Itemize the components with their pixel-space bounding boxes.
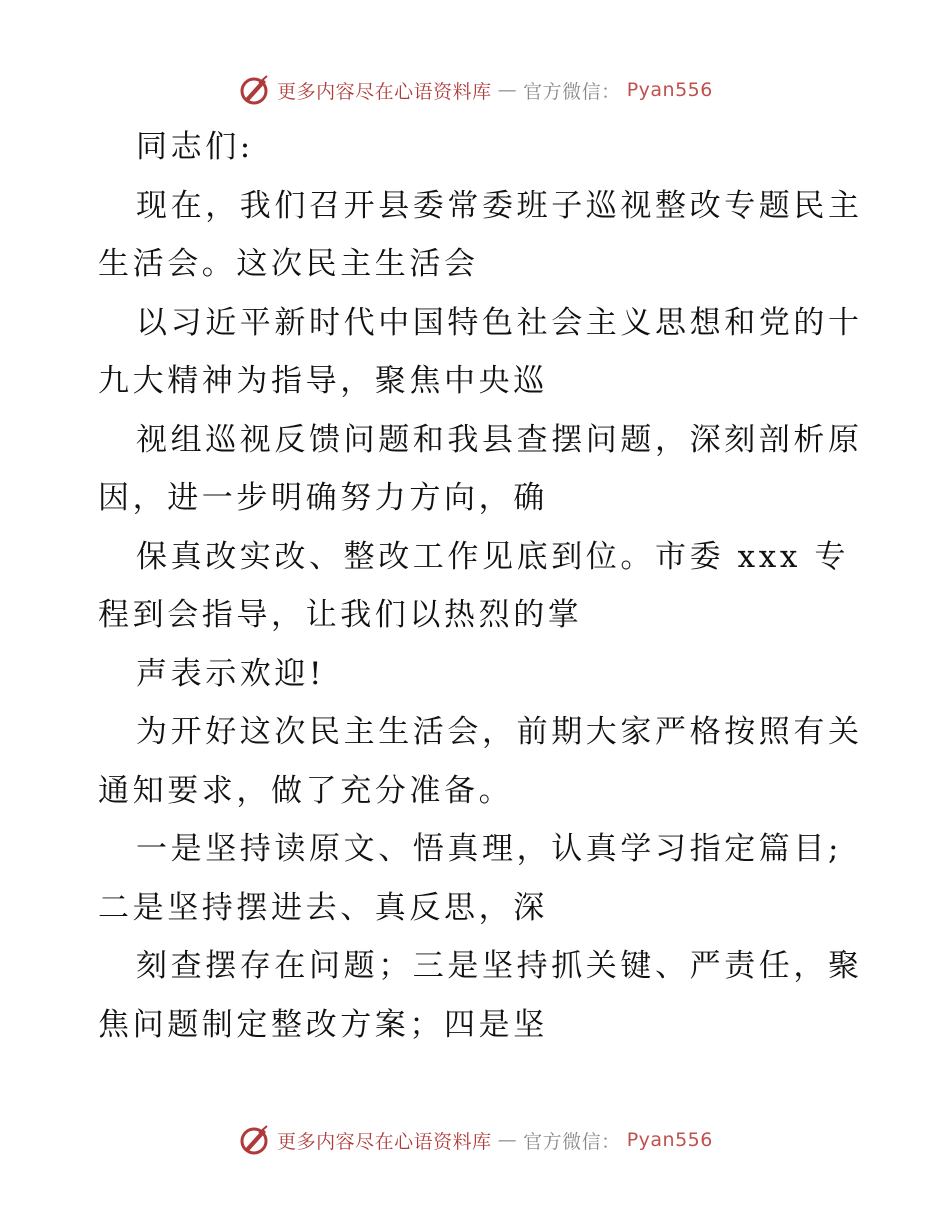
paragraph-line: 程到会指导，让我们以热烈的掌 <box>98 597 583 633</box>
paragraph-line: 因，进一步明确努力方向，确 <box>98 480 548 516</box>
watermark-account-id: Pyan556 <box>626 79 713 101</box>
watermark-account-label: 官方微信： <box>523 1130 621 1153</box>
pen-logo-icon <box>237 1123 271 1157</box>
watermark-brand-text: 更多内容尽在心语资料库 <box>277 80 492 103</box>
salutation: 同志们: <box>136 129 254 165</box>
watermark-brand-text: 更多内容尽在心语资料库 <box>277 1130 492 1153</box>
paragraph-line: 现在，我们召开县委常委班子巡视整改专题民主 <box>136 187 863 224</box>
watermark-separator: — <box>497 1129 518 1151</box>
watermark-account-id: Pyan556 <box>626 1129 713 1151</box>
paragraph-line: 通知要求，做了充分准备。 <box>98 772 514 809</box>
paragraph-line: 生活会。这次民主生活会 <box>98 246 479 282</box>
paragraph-line: 声表示欢迎! <box>136 655 326 692</box>
document-body <box>98 118 863 1054</box>
paragraph-line: 为开好这次民主生活会，前期大家严格按照有关 <box>136 714 863 750</box>
paragraph-line: 视组巡视反馈问题和我县查摆问题，深刻剖析原 <box>136 421 863 458</box>
watermark-separator: — <box>497 79 518 101</box>
paragraph-line: 以习近平新时代中国特色社会主义思想和党的十 <box>136 304 863 341</box>
paragraph-line: 刻查摆存在问题；三是坚持抓关键、严责任，聚 <box>136 948 863 984</box>
paragraph-line: 保真改实改、整改工作见底到位。市委 xxx 专 <box>136 538 849 575</box>
header-watermark <box>0 70 950 110</box>
pen-logo-icon <box>237 73 271 107</box>
paragraph-line: 九大精神为指导，聚焦中央巡 <box>98 363 548 399</box>
paragraph-line: 二是坚持摆进去、真反思，深 <box>98 889 548 926</box>
paragraph-line: 一是坚持读原文、悟真理，认真学习指定篇目; <box>136 831 843 867</box>
footer-watermark <box>0 1120 950 1160</box>
paragraph-line: 焦问题制定整改方案；四是坚 <box>98 1006 548 1043</box>
watermark-account-label: 官方微信： <box>523 80 621 103</box>
